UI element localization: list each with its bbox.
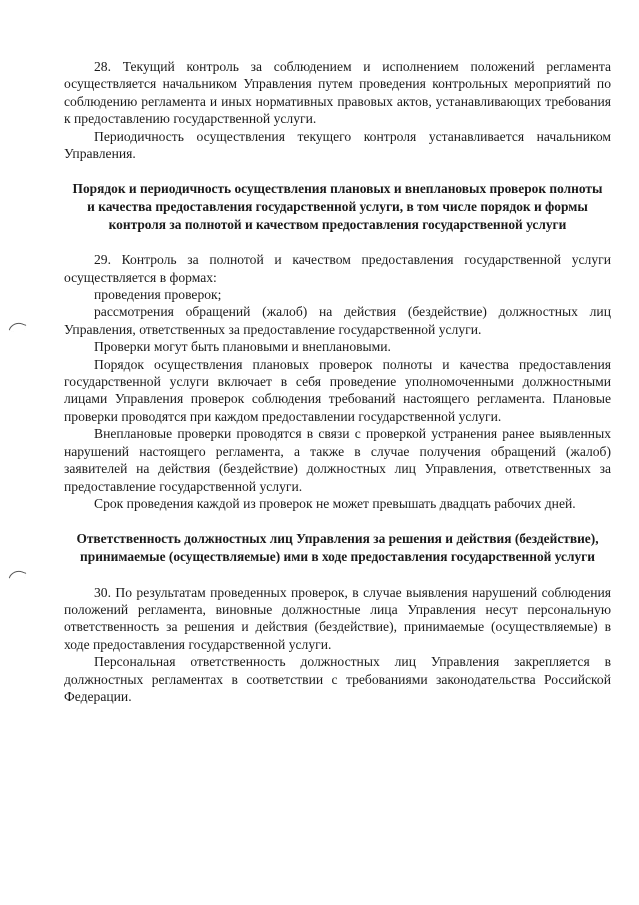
hole-punch-mark-upper (9, 320, 27, 335)
paragraph-28: 28. Текущий контроль за соблюдением и исполнением положений регламента осуществляется начальником Управления путем проведения контрольных мероприятий по соблюдению регламента и иных нормативных правовых актов, устанавливающих требования к предоставлению государственной услуги. (64, 59, 611, 127)
document-page (64, 58, 611, 705)
paragraph-inspection-types: Проверки могут быть плановыми и внеплановыми. (94, 339, 391, 355)
paragraph-unplanned-inspections: Внеплановые проверки проводятся в связи с проверкой устранения ранее выявленных нарушений настоящего регламента, а также в случае получения обращений (жалоб) заявителей на действия (бездействие) должностных лиц Управления, ответственных за предоставление государственной услуги. (64, 426, 611, 494)
paragraph-periodicity: Периодичность осуществления текущего контроля устанавливается начальником Управления. (64, 128, 611, 162)
hole-punch-mark-lower (9, 568, 27, 583)
paragraph-inspection-term: Срок проведения каждой из проверок не может превышать двадцать рабочих дней. (94, 495, 576, 511)
paragraph-30: 30. По результатам проведенных проверок, в случае выявления нарушений соблюдения положений регламента, виновные должностные лица Управления несут персональную ответственность за решения и действия (бездействие), принимаемые (осуществляемые) в ходе предоставления государственной услуги. (64, 584, 611, 652)
list-item-inspections: проведения проверок; (94, 287, 222, 303)
section-heading-inspections: Порядок и периодичность осуществления плановых и внеплановых проверок полноты и качества предоставления государственной услуги, в том числе порядок и формы контроля за полнотой и качеством предоставления государственной услуги (72, 181, 603, 232)
paragraph-planned-inspections: Порядок осуществления плановых проверок полноты и качества предоставления государственной услуги включает в себя проведение уполномоченными должностными лицами Управления проверок соблюдения требований настоящего регламента. Плановые проверки проводятся при каждом предоставлении государственной услуги. (64, 356, 611, 424)
section-heading-responsibility: Ответственность должностных лиц Управления за решения и действия (бездействие), принимаемые (осуществляемые) ими в ходе предоставления государственной услуги (76, 531, 599, 564)
paragraph-personal-responsibility: Персональная ответственность должностных лиц Управления закрепляется в должностных регламентах в соответствии с требованиями законодательства Российской Федерации. (64, 654, 611, 704)
paragraph-29: 29. Контроль за полнотой и качеством предоставления государственной услуги осуществляется в формах: (64, 252, 611, 285)
list-item-complaints: рассмотрения обращений (жалоб) на действия (бездействие) должностных лиц Управления, ответственных за предоставление государственной услуги. (64, 304, 611, 337)
